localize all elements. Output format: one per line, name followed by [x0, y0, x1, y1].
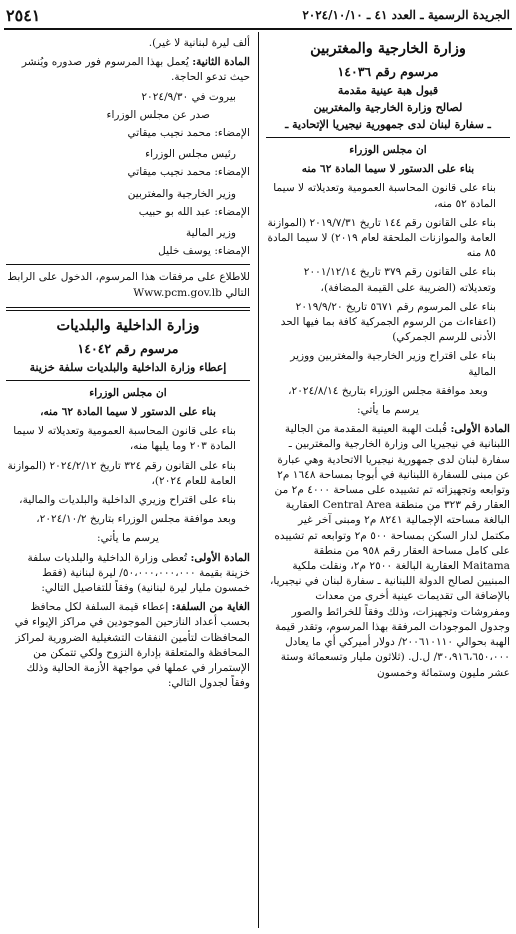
signature-1: الإمضاء: محمد نجيب ميقاتي [127, 127, 250, 140]
article2-1-text: تُعطى وزارة الداخلية والبلديات سلفة خزينة بقيمة ٥٠،٠٠٠،٠٠٠،٠٠٠/ ليرة لبنانية (فقط خمسون مليار ليرة لبنانية) وفقاً للتفاصيل التالي: [27, 551, 250, 595]
preamble-5: بناء على اقتراح وزير الخارجية والمغتربين ووزير المالية [290, 350, 496, 378]
decree-subtitle-2-1: إعطاء وزارة الداخلية والبلديات سلفة خزينة [29, 360, 227, 374]
decree-subtitle-2: لصالح وزارة الخارجية والمغتربين [313, 101, 463, 114]
signature-3: الإمضاء: عبد الله بو حبيب [138, 205, 250, 218]
decree-number-2: مرسوم رقم ١٤٠٤٢ [77, 340, 179, 356]
advance-purpose-label: الغاية من السلفة: [171, 601, 250, 614]
issue-line: الجريدة الرسمية ـ العدد ٤١ ـ ٢٠٢٤/١٠/١٠ [302, 8, 510, 22]
article-1-text: قُبلت الهبة العينية المقدمة من الجالية اللبنانية في نيجيريا الى وزارة الخارجية والمغتربين ـ سفارة لبنان لدى جمهورية نيجيريا الاتحادية وهي عبارة عن مبنى للسفارة اللبنانية في أبوجا بمساحة ١٦٤٨ م٢ وتوابعه وتجهيزاته تم تشييده على مساحة ٤٠٠٠ م٢ من العقار رقم ٣٢٣ من منطقة Central Area العقارية البالغة مساحته الإجمالية ٨٢٤١ م٢ ومبنى آخر غير مكتمل لدار السكن بمساحة ٥٠٠ م٢ وتوابعه تم تشييده على كامل مساحة العقار رقم ٩٥٨ من منطقة Maitama العقارية البالغة ٢٥٠٠ م٢، ونقلت ملكية المبنيين لصالح الدولة اللبنانية ـ سفارة لبنان في نيجيريا، بالإضافة الى تقديمات عينية أخرى من معدات ومفروشات وتجهيزات، وذلك وفقاً للخرائط والصور وجدول الموجودات المرفقة بهذا المرسوم، وتقدر قيمة الهبة بحوالي ٢٠٠٦١٠١١٠/ دولار أميركي أي ما يعادل ٣٠،٩١٦،٦٥٠،٠٠٠/ ل.ل. (ثلاثون مليار وتسعمائة وستة عشر مليون وستمائة وخمسون [269, 423, 510, 679]
preamble-6: وبعد موافقة مجلس الوزراء بتاريخ ٢٠٢٤/٨/١٤، [288, 384, 488, 397]
header-rule [4, 28, 512, 30]
continued-text: ألف ليرة لبنانية لا غير). [148, 37, 250, 49]
section-divider [6, 307, 250, 311]
attachments-link[interactable]: Www.pcm.gov.lb [133, 286, 222, 299]
page-header [6, 4, 510, 26]
pm-title: رئيس مجلس الوزراء [145, 148, 236, 161]
attachments-note: للاطلاع على مرفقات هذا المرسوم، الدخول على الرابط التالي Www.pcm.gov.lb [7, 271, 250, 299]
divider [266, 137, 510, 138]
decrees-line-2: يرسم ما يأتي: [97, 532, 159, 545]
preamble2-1: بناء على قانون المحاسبة العمومية وتعديلاته لا سيما المادة ٢٠٣ وما يليها منه، [13, 425, 236, 453]
basis-line: بناء على الدستور لا سيما المادة ٦٢ منه [301, 163, 475, 176]
issued-by: صدر عن مجلس الوزراء [106, 108, 210, 121]
signature-4: الإمضاء: يوسف خليل [158, 245, 250, 258]
decree-subtitle-1: قبول هبة عينية مقدمة [337, 84, 439, 97]
preamble-2: بناء على القانون رقم ١٤٤ تاريخ ٢٠١٩/٧/٣١ (الموازنة العامة والموازنات الملحقة لعام ٢٠١٩) لا سيما المادة ٨٥ منه [267, 216, 496, 260]
preamble-3: بناء على القانون رقم ٣٧٩ تاريخ ٢٠٠١/١٢/١٤ وتعديلاته (الضريبة على القيمة المضافة)، [303, 266, 496, 294]
basis-line-2: بناء على الدستور لا سيما المادة ٦٢ منه، [40, 406, 216, 419]
divider [6, 264, 250, 265]
article2-1-label: المادة الأولى: [190, 551, 250, 564]
right-column [266, 36, 510, 685]
authority-line: ان مجلس الوزراء [349, 144, 427, 156]
article-1 [266, 422, 510, 680]
fm-title: وزير الخارجية والمغتربين [127, 187, 236, 200]
article-1-label: المادة الأولى: [450, 423, 510, 436]
signature-2: الإمضاء: محمد نجيب ميقاتي [127, 166, 250, 179]
divider [6, 380, 250, 381]
column-divider [258, 32, 259, 928]
article-2-label: المادة الثانية: [192, 56, 250, 69]
preamble2-2: بناء على القانون رقم ٣٢٤ تاريخ ٢٠٢٤/٢/١٢ (الموازنة العامة للعام ٢٠٢٤)، [7, 459, 236, 487]
preamble-1: بناء على قانون المحاسبة العمومية وتعديلاته لا سيما المادة ٥٢ منه، [273, 182, 496, 210]
finance-title: وزير المالية [185, 227, 236, 240]
advance-purpose [6, 600, 250, 691]
page-number: ٢٥٤١ [6, 5, 41, 25]
preamble2-4: وبعد موافقة مجلس الوزراء بتاريخ ٢٠٢٤/١٠/٢، [36, 513, 236, 526]
decrees-line: يرسم ما يأتي: [357, 404, 419, 417]
advance-purpose-text: إعطاء قيمة السلفة لكل محافظ بحسب أعداد النازحين الموجودين في مراكز الإيواء في المحافظات لتأمين النفقات التشغيلية الضرورية لمراكز المحافظة والمتعلقة بإدارة النزوح ولكي تتمكن من الإستمرار في عملها في مواجهة الأزمة الحالية وذلك وفقاً لجدول التالي: [14, 601, 250, 690]
ministry-heading: وزارة الخارجية والمغتربين [310, 40, 466, 57]
left-column [6, 36, 250, 696]
preamble-4: بناء على المرسوم رقم ٥٦٧١ تاريخ ٢٠١٩/٩/٢٠ (اعفاءات من الرسوم الجمركية كافة بما فيها الحد الأدنى للرسم الجمركي) [280, 300, 496, 344]
issue-date: بيروت في ٢٠٢٤/٩/٣٠ [141, 90, 236, 103]
ministry-heading-2: وزارة الداخلية والبلديات [56, 316, 200, 334]
authority-line-2: ان مجلس الوزراء [89, 386, 167, 399]
article2-1 [6, 551, 250, 597]
article-2-text: يُعمل بهذا المرسوم فور صدوره ويُنشر حيث تدعو الحاجة. [21, 56, 250, 84]
decree-subtitle-3: ـ سفارة لبنان لدى جمهورية نيجيريا الإتحادية ـ [285, 118, 491, 131]
decree-number: مرسوم رقم ١٤٠٣٦ [337, 64, 439, 79]
article-2 [6, 55, 250, 85]
preamble2-3: بناء على اقتراح وزيري الداخلية والبلديات والمالية، [19, 494, 236, 507]
